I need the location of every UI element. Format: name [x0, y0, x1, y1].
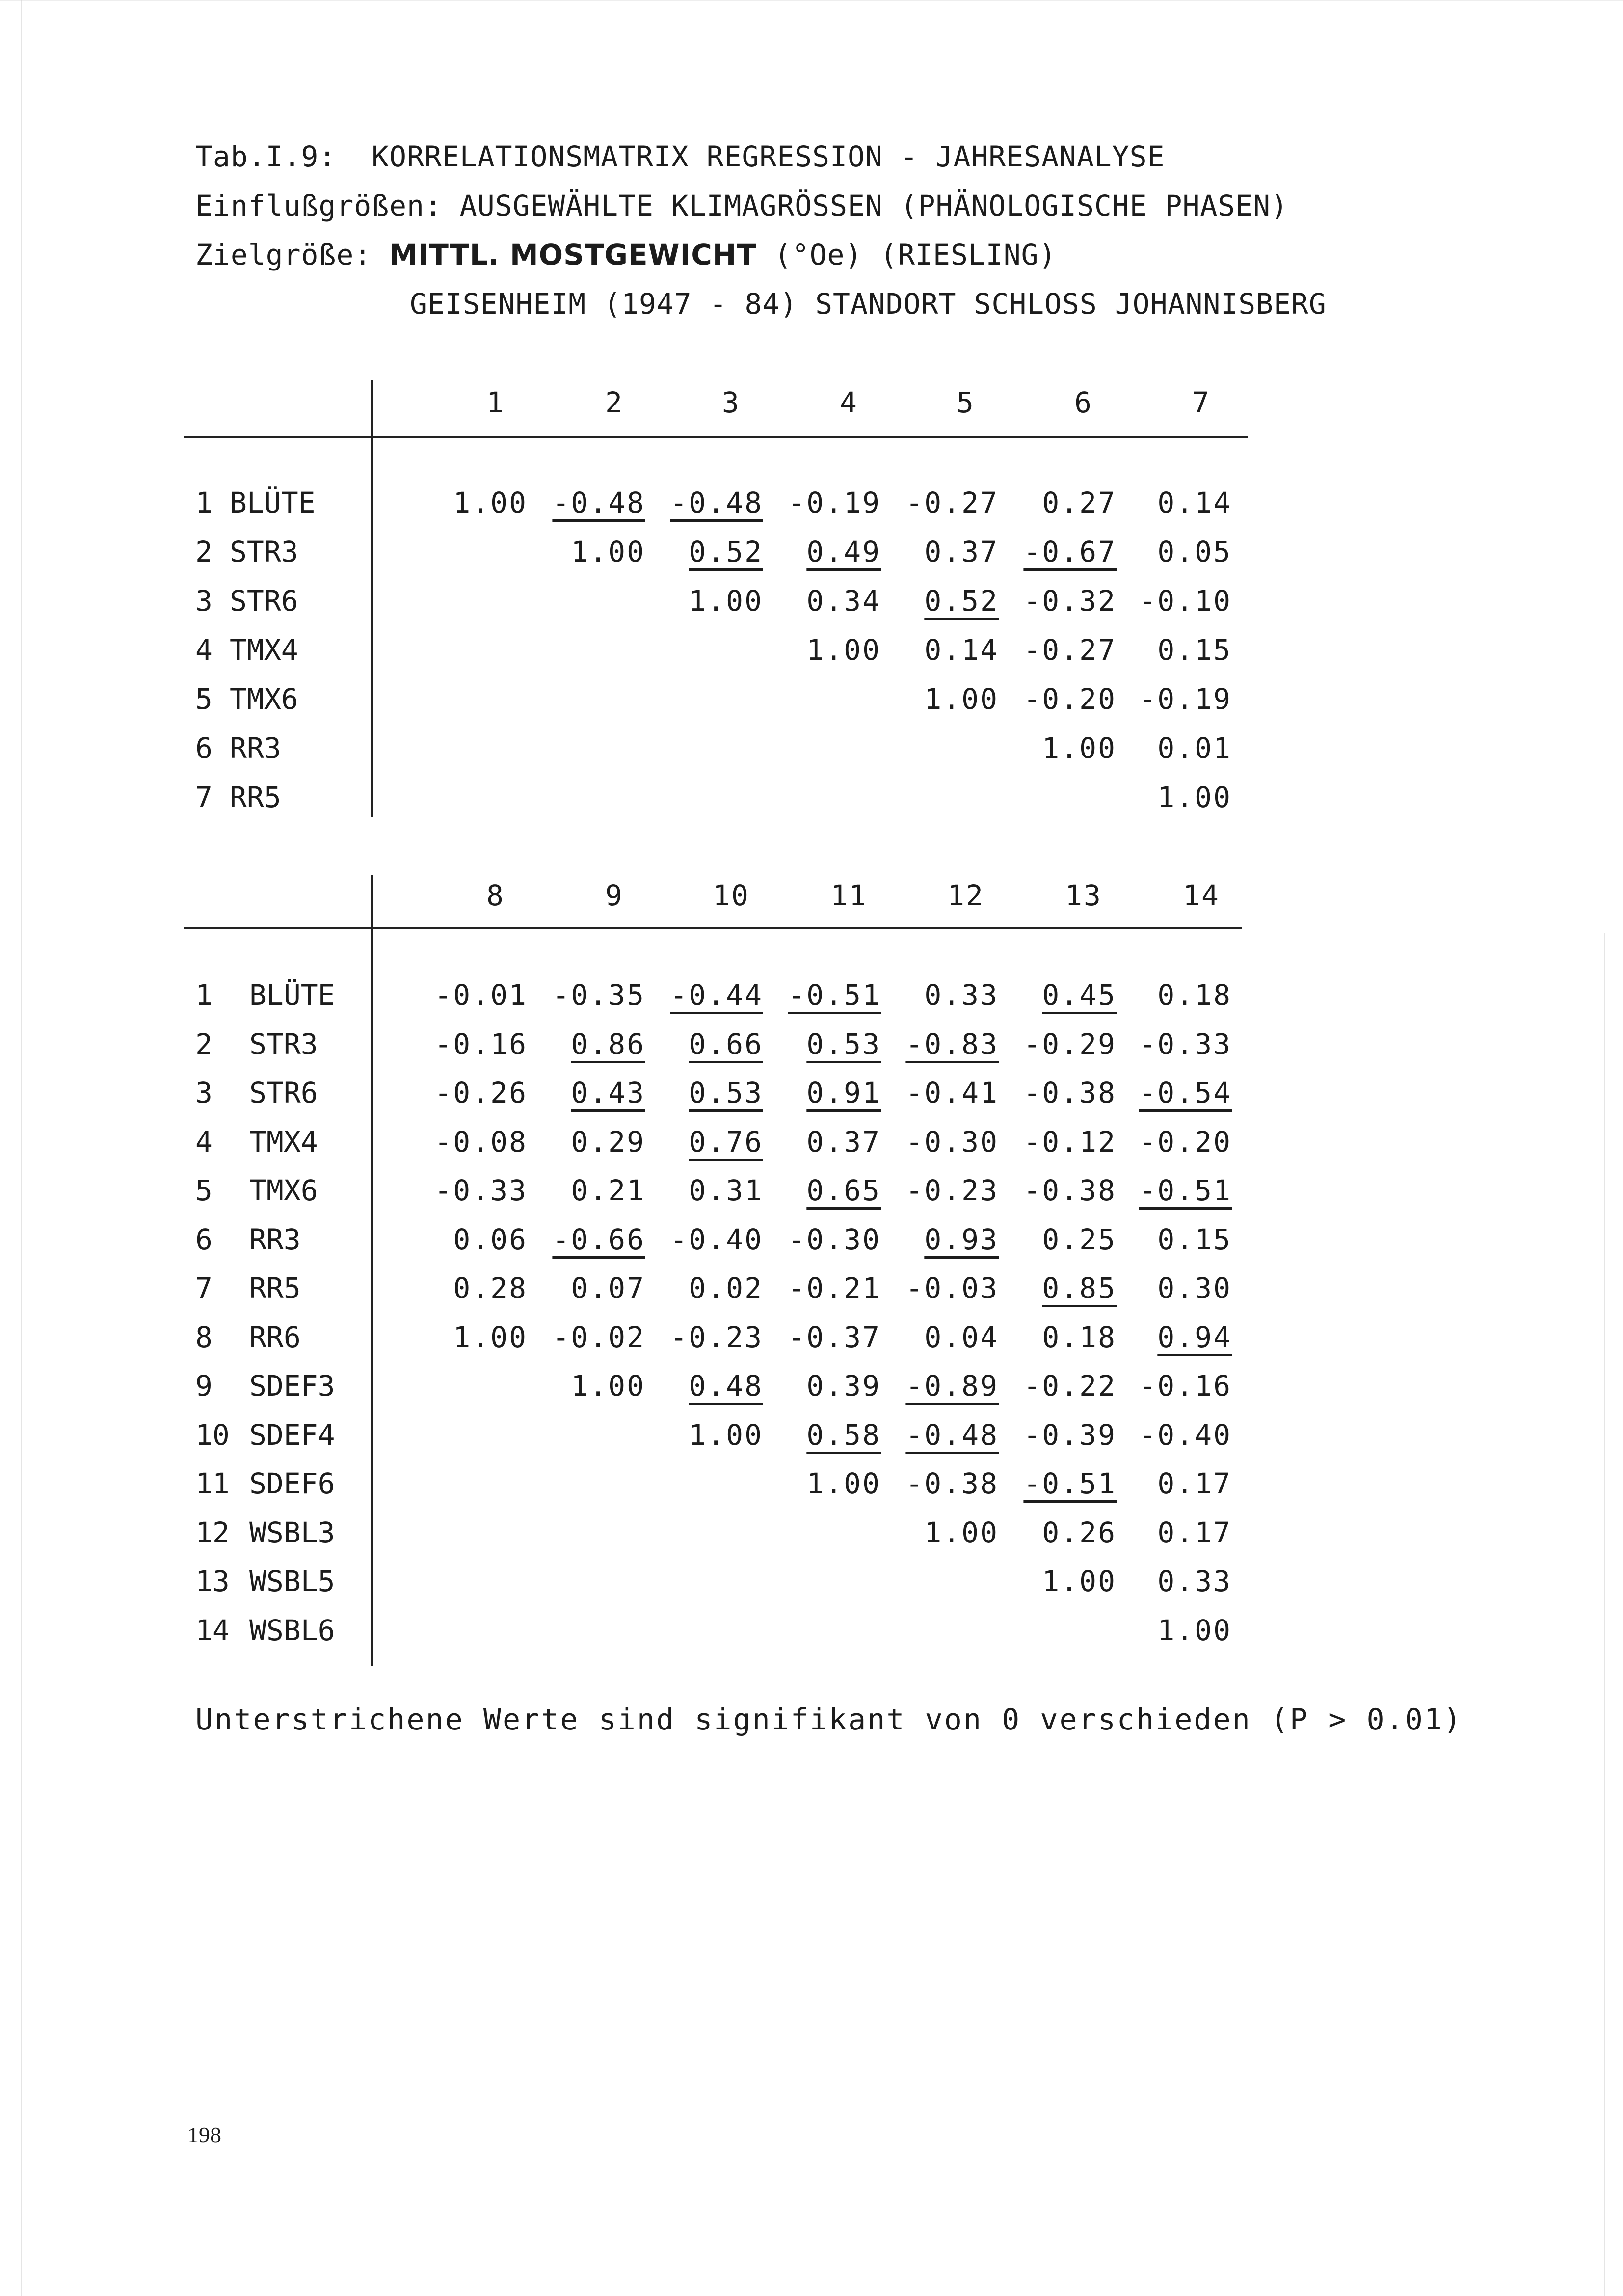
- correlation-cell-significant: -0.67: [1023, 535, 1117, 568]
- correlation-cell: 0.33: [924, 978, 999, 1012]
- correlation-cell: 1.00: [453, 1320, 528, 1354]
- correlation-cell-significant: -0.51: [1139, 1174, 1232, 1207]
- correlation-cell: -0.08: [434, 1125, 528, 1159]
- row-number: 3: [195, 584, 213, 618]
- row-number: 6: [195, 731, 213, 765]
- row-variable-name: WSBL5: [249, 1565, 335, 1598]
- correlation-cell: 0.18: [1157, 978, 1232, 1012]
- correlation-cell-significant: 0.76: [689, 1125, 763, 1159]
- correlation-cell-significant: 0.48: [689, 1369, 763, 1403]
- row-number: 4: [195, 633, 213, 667]
- correlation-cell: 0.15: [1157, 633, 1232, 667]
- correlation-cell: -0.20: [1139, 1125, 1232, 1159]
- correlation-cell: 0.37: [924, 535, 999, 568]
- correlation-cell: 0.31: [689, 1174, 763, 1207]
- correlation-cell-significant: -0.48: [670, 486, 763, 519]
- column-header: 13: [1065, 879, 1102, 912]
- correlation-cell: -0.02: [552, 1320, 645, 1354]
- correlation-cell: 0.14: [924, 633, 999, 667]
- correlation-cell-significant: 0.45: [1042, 978, 1117, 1012]
- correlation-cell: 0.15: [1157, 1222, 1232, 1256]
- row-variable-name: STR3: [230, 535, 298, 568]
- correlation-cell-significant: 0.52: [689, 535, 763, 568]
- correlation-cell: -0.16: [1139, 1369, 1232, 1403]
- row-variable-name: STR6: [249, 1076, 318, 1109]
- table1-vertical-rule: [371, 380, 373, 817]
- correlation-cell-significant: -0.89: [905, 1369, 999, 1403]
- correlation-cell: 0.27: [1042, 486, 1117, 519]
- correlation-cell-significant: 0.43: [571, 1076, 645, 1109]
- row-label: [195, 1271, 301, 1305]
- row-number: 2: [195, 1027, 213, 1061]
- row-label: [195, 731, 281, 765]
- row-variable-name: SDEF4: [249, 1418, 335, 1452]
- correlation-cell-significant: 0.85: [1042, 1271, 1117, 1305]
- correlation-cell: 0.14: [1157, 486, 1232, 519]
- correlation-cell: -0.35: [552, 978, 645, 1012]
- correlation-cell: -0.38: [905, 1467, 999, 1500]
- correlation-cell: -0.23: [905, 1174, 999, 1207]
- row-label: [195, 1369, 335, 1403]
- correlation-cell: 0.29: [571, 1125, 645, 1159]
- correlation-cell: -0.01: [434, 978, 528, 1012]
- target-prefix: Zielgröße:: [195, 238, 390, 271]
- correlation-cell-significant: 0.66: [689, 1027, 763, 1061]
- row-label: [195, 682, 298, 716]
- correlation-cell-significant: 0.52: [924, 584, 999, 618]
- correlation-cell: 0.39: [806, 1369, 881, 1403]
- row-label: [195, 1321, 301, 1354]
- row-label: [195, 1125, 318, 1159]
- row-label: [195, 1174, 318, 1207]
- row-label: [195, 1565, 335, 1598]
- correlation-cell: 0.21: [571, 1174, 645, 1207]
- row-number: 1: [195, 978, 213, 1012]
- correlation-cell: 1.00: [571, 535, 645, 568]
- location-line: GEISENHEIM (1947 - 84) STANDORT SCHLOSS JOHANNISBERG: [410, 287, 1327, 321]
- row-label: [195, 978, 335, 1012]
- correlation-cell: -0.40: [1139, 1418, 1232, 1452]
- significance-footnote: Unterstrichene Werte sind signifikant von 0 verschieden (P > 0.01): [195, 1702, 1463, 1737]
- correlation-cell: 1.00: [806, 633, 881, 667]
- correlation-cell: -0.33: [434, 1174, 528, 1207]
- correlation-cell: 0.01: [1157, 731, 1232, 765]
- scan-edge-left: [21, 0, 22, 2296]
- correlation-cell: -0.29: [1023, 1027, 1117, 1061]
- row-variable-name: TMX6: [230, 682, 298, 716]
- correlation-cell: 0.02: [689, 1271, 763, 1305]
- correlation-cell-significant: -0.51: [788, 978, 881, 1012]
- row-label: [195, 584, 298, 618]
- correlation-cell: -0.30: [905, 1125, 999, 1159]
- row-variable-name: RR3: [249, 1222, 301, 1256]
- correlation-cell-significant: -0.66: [552, 1222, 645, 1256]
- correlation-cell: 1.00: [1157, 1613, 1232, 1647]
- row-label: [195, 1223, 301, 1256]
- correlation-cell: -0.38: [1023, 1076, 1117, 1109]
- row-variable-name: RR3: [230, 731, 281, 765]
- page-number: 198: [187, 2122, 221, 2147]
- row-label: [195, 781, 281, 814]
- row-number: 5: [195, 1174, 213, 1207]
- correlation-cell: -0.27: [905, 486, 999, 519]
- row-variable-name: STR3: [249, 1027, 318, 1061]
- correlation-cell: -0.30: [788, 1222, 881, 1256]
- correlation-cell: 0.25: [1042, 1222, 1117, 1256]
- correlation-cell: -0.16: [434, 1027, 528, 1061]
- correlation-cell-significant: -0.48: [552, 486, 645, 519]
- row-variable-name: RR6: [249, 1320, 301, 1354]
- correlation-cell-significant: 0.93: [924, 1222, 999, 1256]
- correlation-cell: 0.04: [924, 1320, 999, 1354]
- correlation-cell: 0.05: [1157, 535, 1232, 568]
- correlation-cell: 0.30: [1157, 1271, 1232, 1305]
- column-header: 6: [1074, 386, 1093, 419]
- row-label: [195, 535, 298, 568]
- target-bold: MITTL. MOSTGEWICHT: [389, 238, 757, 271]
- column-header: 7: [1192, 386, 1211, 419]
- row-number: 2: [195, 535, 213, 568]
- column-header: 5: [957, 386, 975, 419]
- correlation-cell-significant: 0.53: [806, 1027, 881, 1061]
- correlation-cell-significant: -0.51: [1023, 1467, 1117, 1500]
- correlation-cell-significant: 0.86: [571, 1027, 645, 1061]
- row-variable-name: SDEF6: [249, 1467, 335, 1500]
- correlation-cell-significant: 0.49: [806, 535, 881, 568]
- target-variable-line: [195, 238, 1056, 271]
- column-header: 12: [947, 879, 984, 912]
- row-variable-name: BLÜTE: [249, 978, 335, 1012]
- row-label: [195, 1467, 335, 1500]
- correlation-cell: 1.00: [689, 1418, 763, 1452]
- correlation-cell: 0.17: [1157, 1515, 1232, 1549]
- correlation-cell: 0.34: [806, 584, 881, 618]
- row-variable-name: TMX4: [249, 1125, 318, 1159]
- row-number: 12: [195, 1515, 230, 1549]
- correlation-cell-significant: 0.65: [806, 1174, 881, 1207]
- row-label: [195, 1418, 335, 1452]
- column-header: 9: [605, 879, 624, 912]
- row-number: 6: [195, 1222, 213, 1256]
- correlation-cell: 0.07: [571, 1271, 645, 1305]
- correlation-cell: -0.37: [788, 1320, 881, 1354]
- row-number: 3: [195, 1076, 213, 1109]
- row-variable-name: TMX6: [249, 1174, 318, 1207]
- correlation-cell: -0.22: [1023, 1369, 1117, 1403]
- correlation-cell: -0.32: [1023, 584, 1117, 618]
- column-header: 2: [605, 386, 624, 419]
- correlation-cell: -0.41: [905, 1076, 999, 1109]
- row-variable-name: STR6: [230, 584, 298, 618]
- row-variable-name: SDEF3: [249, 1369, 335, 1403]
- row-number: 9: [195, 1369, 213, 1403]
- row-number: 7: [195, 781, 213, 814]
- correlation-cell: 1.00: [924, 682, 999, 716]
- correlation-cell: -0.19: [788, 486, 881, 519]
- correlation-cell: 0.33: [1157, 1565, 1232, 1598]
- influence-variables-line: Einflußgrößen: AUSGEWÄHLTE KLIMAGRÖSSEN (PHÄNOLOGISCHE PHASEN): [195, 189, 1288, 222]
- correlation-cell: 1.00: [1157, 781, 1232, 814]
- row-variable-name: WSBL3: [249, 1515, 335, 1549]
- row-number: 11: [195, 1467, 230, 1500]
- correlation-cell: -0.03: [905, 1271, 999, 1305]
- correlation-cell: -0.21: [788, 1271, 881, 1305]
- correlation-cell: 0.18: [1042, 1320, 1117, 1354]
- correlation-cell: 0.17: [1157, 1467, 1232, 1500]
- column-header: 1: [486, 386, 505, 419]
- column-header: 14: [1183, 879, 1220, 912]
- row-variable-name: WSBL6: [249, 1613, 335, 1647]
- column-header: 8: [486, 879, 505, 912]
- row-variable-name: BLÜTE: [230, 486, 316, 519]
- correlation-cell-significant: -0.44: [670, 978, 763, 1012]
- correlation-cell: 0.37: [806, 1125, 881, 1159]
- correlation-cell: 0.06: [453, 1222, 528, 1256]
- column-header: 4: [840, 386, 858, 419]
- correlation-cell: -0.39: [1023, 1418, 1117, 1452]
- correlation-cell: 1.00: [924, 1515, 999, 1549]
- row-number: 5: [195, 682, 213, 716]
- correlation-cell: -0.23: [670, 1320, 763, 1354]
- row-variable-name: RR5: [249, 1271, 301, 1305]
- correlation-cell: -0.33: [1139, 1027, 1232, 1061]
- correlation-cell: -0.40: [670, 1222, 763, 1256]
- table2-header-rule: [184, 927, 1242, 929]
- correlation-cell: -0.10: [1139, 584, 1232, 618]
- correlation-cell-significant: -0.54: [1139, 1076, 1232, 1109]
- correlation-cell-significant: 0.58: [806, 1418, 881, 1452]
- row-number: 4: [195, 1125, 213, 1159]
- scan-edge-right: [1604, 933, 1605, 2296]
- row-number: 8: [195, 1320, 213, 1354]
- correlation-cell: 0.26: [1042, 1515, 1117, 1549]
- correlation-cell-significant: 0.94: [1157, 1320, 1232, 1354]
- target-suffix: (°Oe) (RIESLING): [756, 238, 1057, 271]
- correlation-cell: -0.19: [1139, 682, 1232, 716]
- correlation-cell: 1.00: [453, 486, 528, 519]
- row-label: [195, 1076, 318, 1109]
- row-label: [195, 1027, 318, 1061]
- correlation-cell-significant: 0.91: [806, 1076, 881, 1109]
- correlation-cell: -0.26: [434, 1076, 528, 1109]
- correlation-cell: -0.38: [1023, 1174, 1117, 1207]
- row-number: 1: [195, 486, 213, 519]
- row-number: 10: [195, 1418, 230, 1452]
- scan-edge-top: [0, 0, 1623, 1]
- column-header: 3: [722, 386, 741, 419]
- correlation-cell-significant: -0.48: [905, 1418, 999, 1452]
- row-label: [195, 1614, 335, 1647]
- correlation-cell: 1.00: [1042, 1565, 1117, 1598]
- row-number: 14: [195, 1613, 230, 1647]
- column-header: 10: [713, 879, 750, 912]
- correlation-cell: -0.12: [1023, 1125, 1117, 1159]
- row-label: [195, 1516, 335, 1549]
- row-number: 7: [195, 1271, 213, 1305]
- correlation-cell: 1.00: [1042, 731, 1117, 765]
- row-label: [195, 633, 298, 667]
- row-number: 13: [195, 1565, 230, 1598]
- correlation-cell: 0.28: [453, 1271, 528, 1305]
- table1-header-rule: [184, 436, 1248, 438]
- table-caption: Tab.I.9: KORRELATIONSMATRIX REGRESSION - JAHRESANALYSE: [195, 140, 1165, 173]
- correlation-cell-significant: 0.53: [689, 1076, 763, 1109]
- table2-vertical-rule: [371, 875, 373, 1666]
- column-header: 11: [830, 879, 868, 912]
- correlation-cell-significant: -0.83: [905, 1027, 999, 1061]
- correlation-cell: 1.00: [689, 584, 763, 618]
- correlation-cell: -0.27: [1023, 633, 1117, 667]
- correlation-cell: 1.00: [806, 1467, 881, 1500]
- row-variable-name: RR5: [230, 781, 281, 814]
- row-variable-name: TMX4: [230, 633, 298, 667]
- row-label: [195, 486, 316, 519]
- correlation-cell: 1.00: [571, 1369, 645, 1403]
- correlation-cell: -0.20: [1023, 682, 1117, 716]
